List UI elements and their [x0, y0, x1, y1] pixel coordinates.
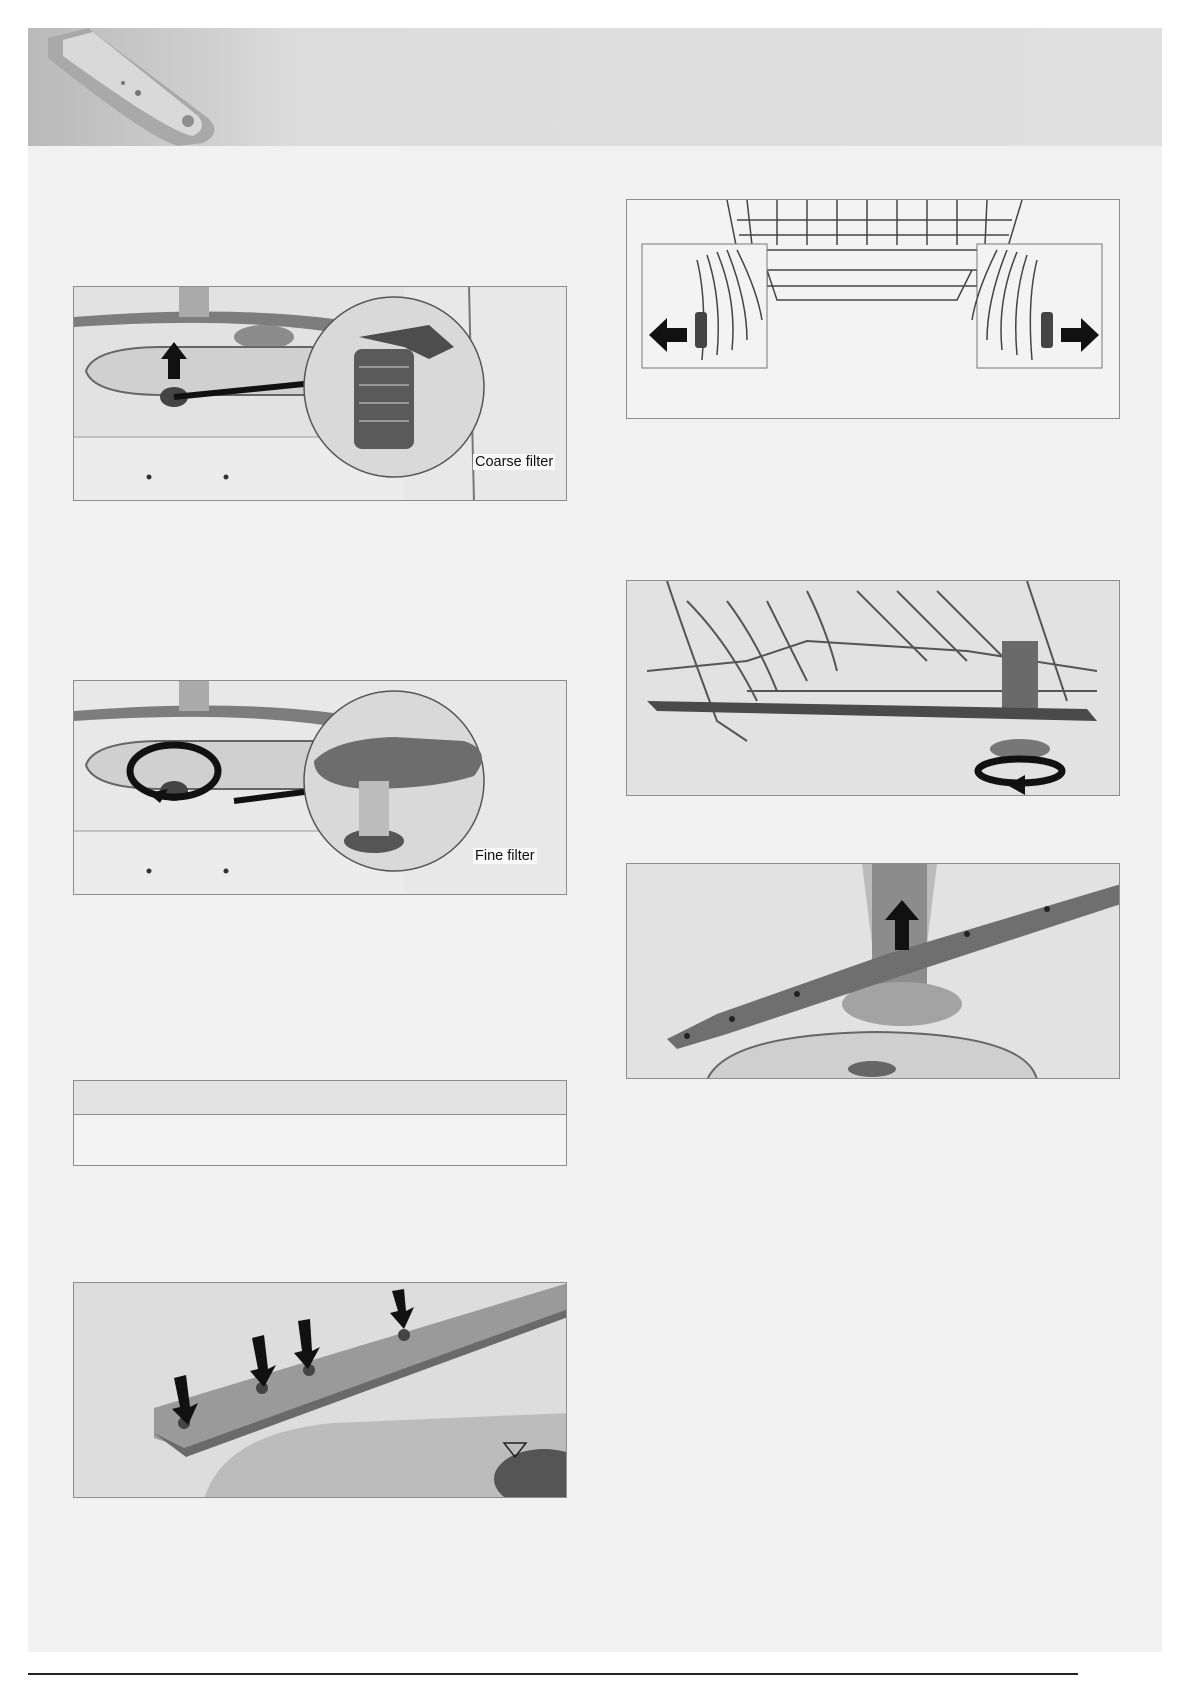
fine-filter-illustration [73, 680, 567, 895]
note-box [73, 1080, 567, 1166]
coarse-filter-illustration [73, 286, 567, 501]
fine-filter-label: Fine filter [475, 848, 535, 864]
note-box-header [74, 1081, 566, 1115]
lower-spray-arm-nozzles-illustration [73, 1282, 567, 1498]
spray-arm-banner-image [28, 28, 328, 146]
upper-basket-removal-illustration [626, 199, 1120, 419]
footer-rule [28, 1673, 1078, 1675]
header-banner [28, 28, 1162, 146]
coarse-filter-label: Coarse filter [475, 454, 554, 470]
lower-spray-arm-lift-illustration [626, 863, 1120, 1079]
upper-spray-arm-unscrew-illustration [626, 580, 1120, 796]
